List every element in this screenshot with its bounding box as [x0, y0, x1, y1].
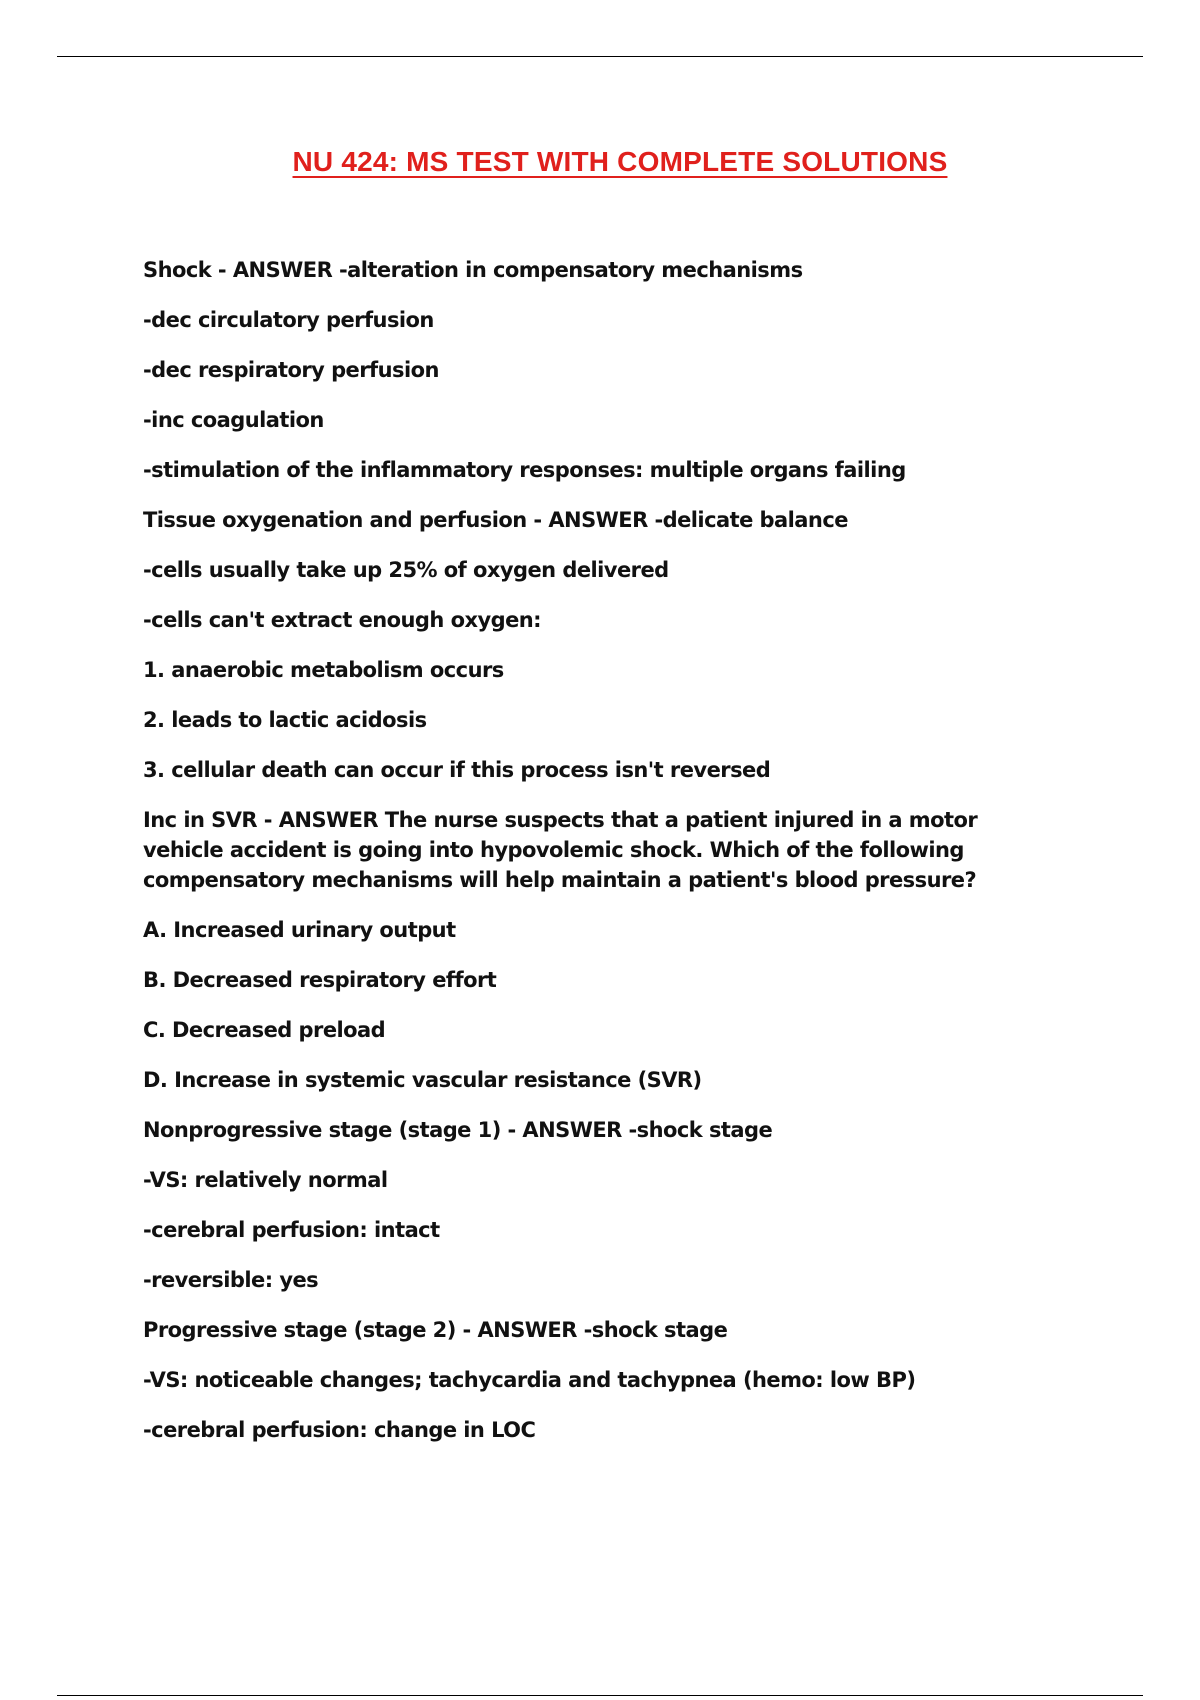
- header-rule: [57, 56, 1143, 57]
- answer-line: -inc coagulation: [143, 408, 324, 432]
- question-shock: Shock - ANSWER -alteration in compensatory mechanisms: [143, 258, 803, 282]
- option-a: A. Increased urinary output: [143, 918, 456, 942]
- answer-line: -cerebral perfusion: change in LOC: [143, 1418, 536, 1442]
- answer-line: -dec circulatory perfusion: [143, 308, 434, 332]
- question-inc-svr: Inc in SVR - ANSWER The nurse suspects that a patient injured in a motor vehicle accident is going into hypovolemic shock. Which of the following compensatory mechanisms will help maintain a patient's blood pressure?: [143, 808, 978, 892]
- document-title-text: NU 424: MS TEST WITH COMPLETE SOLUTIONS: [292, 146, 948, 177]
- answer-line: 1. anaerobic metabolism occurs: [143, 658, 504, 682]
- document-title: [0, 146, 1200, 178]
- footer-rule: [57, 1695, 1143, 1696]
- answer-line: -cells can't extract enough oxygen:: [143, 608, 542, 632]
- answer-line: -VS: noticeable changes; tachycardia and tachypnea (hemo: low BP): [143, 1368, 916, 1392]
- answer-line: -VS: relatively normal: [143, 1168, 388, 1192]
- document-body: [143, 255, 1043, 1465]
- answer-line: -cells usually take up 25% of oxygen delivered: [143, 558, 669, 582]
- answer-line: 3. cellular death can occur if this process isn't reversed: [143, 758, 771, 782]
- answer-line: -dec respiratory perfusion: [143, 358, 439, 382]
- option-c: C. Decreased preload: [143, 1018, 386, 1042]
- option-d: D. Increase in systemic vascular resistance (SVR): [143, 1068, 702, 1092]
- option-b: B. Decreased respiratory effort: [143, 968, 497, 992]
- question-nonprogressive-stage: Nonprogressive stage (stage 1) - ANSWER -shock stage: [143, 1118, 773, 1142]
- question-tissue-oxygenation: Tissue oxygenation and perfusion - ANSWER -delicate balance: [143, 508, 848, 532]
- answer-line: -cerebral perfusion: intact: [143, 1218, 440, 1242]
- answer-line: -reversible: yes: [143, 1268, 319, 1292]
- answer-line: -stimulation of the inflammatory responses: multiple organs failing: [143, 458, 906, 482]
- answer-line: 2. leads to lactic acidosis: [143, 708, 427, 732]
- question-progressive-stage: Progressive stage (stage 2) - ANSWER -shock stage: [143, 1318, 728, 1342]
